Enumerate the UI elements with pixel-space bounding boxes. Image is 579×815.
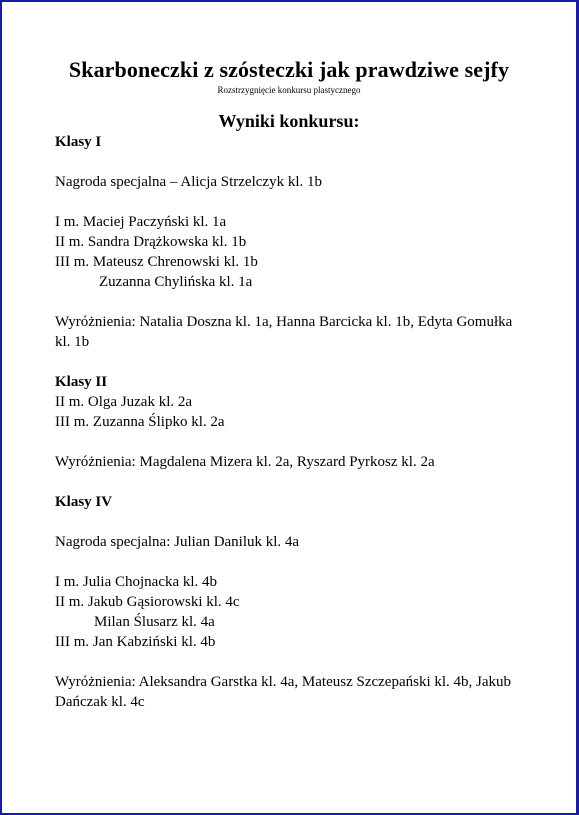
section-klasy-2 <box>55 372 525 492</box>
place-entry: I m. Maciej Paczyński kl. 1a <box>55 214 227 230</box>
spacer <box>55 432 525 452</box>
special-prize: Nagroda specjalna: Julian Daniluk kl. 4a <box>55 534 300 550</box>
place-entry: III m. Jan Kabziński kl. 4b <box>55 634 216 650</box>
place-entry: II m. Olga Juzak kl. 2a <box>55 394 193 410</box>
honorable-mentions: Wyróżnienia: Natalia Doszna kl. 1a, Hanna Barcicka kl. 1b, Edyta Gomułka kl. 1b <box>55 314 513 350</box>
section-heading: Klasy I <box>55 134 102 150</box>
results-body <box>55 132 525 712</box>
place-entry: II m. Jakub Gąsiorowski kl. 4c <box>55 594 240 610</box>
section-heading: Klasy II <box>55 374 108 390</box>
spacer <box>55 352 525 372</box>
spacer <box>55 552 525 572</box>
place-entry: Zuzanna Chylińska kl. 1a <box>99 274 253 290</box>
section-klasy-4 <box>55 492 525 712</box>
honorable-mentions: Wyróżnienia: Magdalena Mizera kl. 2a, Ryszard Pyrkosz kl. 2a <box>55 454 435 470</box>
spacer <box>55 472 525 492</box>
spacer <box>55 152 525 172</box>
place-entry: III m. Zuzanna Ślipko kl. 2a <box>55 414 225 430</box>
section-heading: Klasy IV <box>55 494 113 510</box>
special-prize: Nagroda specjalna – Alicja Strzelczyk kl. 1b <box>55 174 322 190</box>
spacer <box>55 652 525 672</box>
honorable-mentions: Wyróżnienia: Aleksandra Garstka kl. 4a, Mateusz Szczepański kl. 4b, Jakub Dańczak kl. 4c <box>55 674 512 710</box>
results-heading: Wyniki konkursu: <box>218 111 360 131</box>
spacer <box>55 512 525 532</box>
place-entry: III m. Mateusz Chrenowski kl. 1b <box>55 254 258 270</box>
document-subtitle: Rozstrzygnięcie konkursu plastycznego <box>217 85 361 95</box>
spacer <box>55 192 525 212</box>
place-entry: Milan Ślusarz kl. 4a <box>94 614 215 630</box>
document-title: Skarboneczki z szósteczki jak prawdziwe sejfy <box>68 57 510 82</box>
place-entry: I m. Julia Chojnacka kl. 4b <box>55 574 218 590</box>
spacer <box>55 292 525 312</box>
place-entry: II m. Sandra Drążkowska kl. 1b <box>55 234 247 250</box>
section-klasy-1 <box>55 132 525 372</box>
